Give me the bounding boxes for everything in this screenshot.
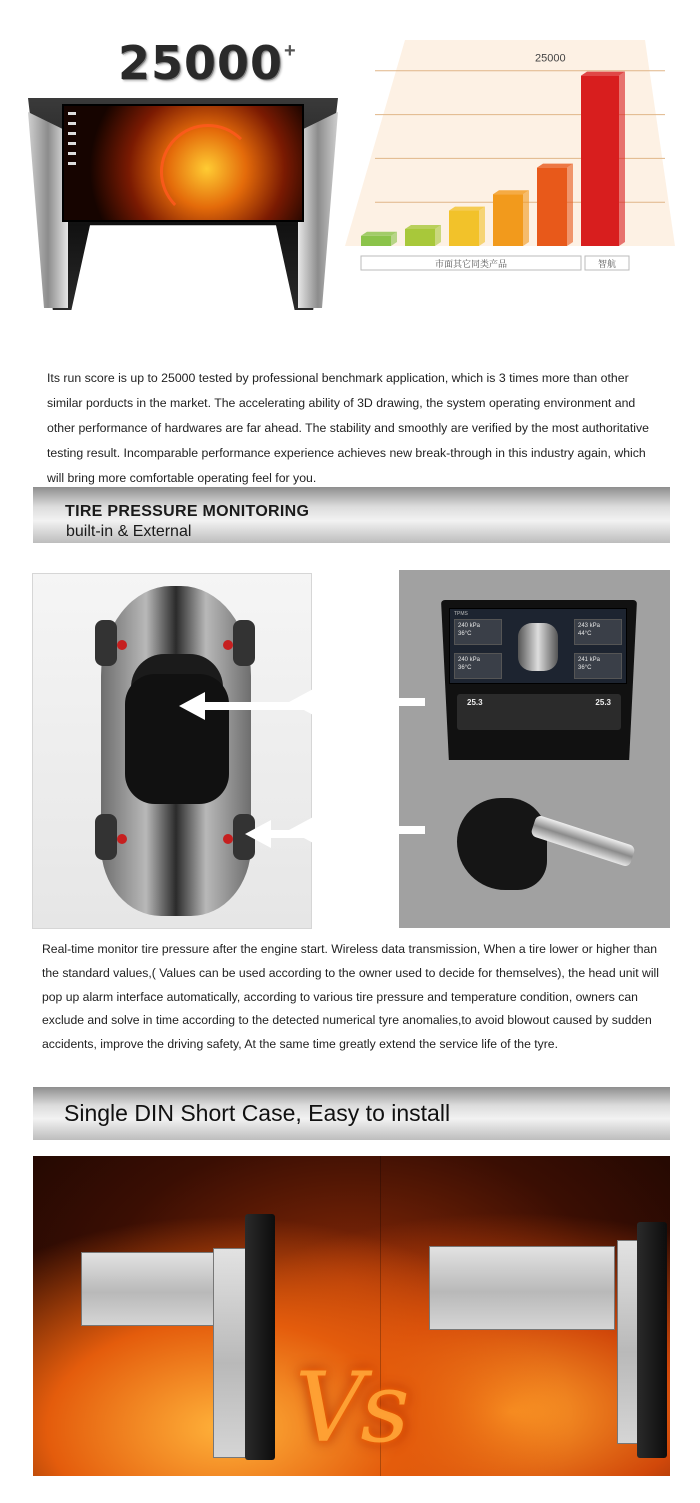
rear-left-wheel	[95, 814, 117, 860]
bar-top	[449, 207, 485, 211]
arrow-left-icon	[313, 826, 425, 834]
bar-side	[523, 190, 529, 246]
tpms-description: Real-time monitor tire pressure after the engine start. Wireless data transmission, When a tire lower or higher than the standard values,( Values can be used according to the owner used to decide for themselves), the head unit will pop up alarm interface automatically, according to various tire pressure and temperature condition, owners can exclude and solve in time according to the detected numerical tyre anomalies,to avoid blowout caused by sudden accidents, improve the driving safety, At the same time greatly extend the service life of the tyre.	[42, 942, 659, 1052]
chart-bar	[405, 229, 435, 246]
tpms-banner-title: TIRE PRESSURE MONITORING	[65, 503, 310, 520]
bar-top	[537, 164, 573, 168]
right-temperature: 25.3	[595, 698, 611, 707]
chart-bar	[581, 76, 619, 246]
screen-swirl-graphic	[160, 124, 256, 220]
chart-bar	[493, 194, 523, 246]
tire-reading-tile	[574, 619, 622, 645]
tire-temperature: 44°C	[578, 631, 592, 637]
chart-bar	[537, 168, 567, 246]
bar-side	[479, 207, 485, 246]
bar-value-label: 25000	[535, 52, 566, 65]
tire-pressure: 240 kPa	[458, 657, 481, 663]
vs-label: Vs	[295, 1352, 406, 1464]
car-top-view-icon	[518, 623, 558, 671]
chart-bar	[449, 211, 479, 246]
bar-side	[567, 164, 573, 246]
din-banner-title: Single DIN Short Case, Easy to install	[64, 1100, 451, 1126]
arrow-left-icon	[313, 698, 425, 706]
sensor-icon	[223, 834, 233, 844]
head-unit-screen	[62, 104, 304, 222]
tpms-banner-subtitle: built-in & External	[66, 523, 192, 540]
hero-section	[0, 0, 700, 340]
tire-pressure: 241 kPa	[578, 657, 601, 663]
left-temperature: 25.3	[467, 698, 483, 707]
tpms-device-photo	[399, 570, 670, 928]
din-banner	[33, 1087, 670, 1140]
short-case-face	[637, 1222, 667, 1458]
chart-bar	[361, 236, 391, 246]
tire-pressure: 240 kPa	[458, 623, 481, 629]
tire-reading-tile	[574, 653, 622, 679]
group-label: 市面其它同类产品	[434, 260, 508, 270]
bar-top	[493, 190, 529, 194]
long-case-face	[245, 1214, 275, 1460]
tire-reading-tile	[454, 653, 502, 679]
benchmark-chart	[345, 40, 675, 280]
bar-top	[581, 72, 625, 76]
tpms-screen-header: TPMS	[454, 611, 468, 617]
score-plus-sign: +	[284, 40, 296, 62]
long-case-chassis	[81, 1252, 231, 1326]
front-right-wheel	[233, 620, 255, 666]
bar-top	[405, 225, 441, 229]
benchmark-description: Its run score is up to 25000 tested by professional benchmark application, which is 3 times more than other similar porducts in the market. The accelerating ability of 3D drawing, the system operating environment and other performance of hardwares are far ahead. The stability and smoothly are verified by the most authoritative testing result. Incomparable performance experience achieves new break-through in this industry again, which will bring more comfortable operating feel for you.	[47, 371, 649, 485]
front-left-wheel	[95, 620, 117, 666]
tpms-sensor-body	[457, 798, 547, 890]
head-unit-right-trim	[298, 112, 338, 308]
car-sensor-diagram	[32, 573, 312, 929]
tpms-banner	[33, 487, 670, 543]
case-comparison-image	[33, 1156, 670, 1476]
bar-top	[361, 232, 397, 236]
tire-temperature: 36°C	[458, 631, 472, 637]
benchmark-chart-svg	[345, 40, 675, 280]
score-logo: 25000	[118, 36, 284, 90]
tire-pressure: 243 kPa	[578, 623, 601, 629]
short-case-chassis	[429, 1246, 615, 1330]
tpms-screen	[449, 608, 627, 684]
climate-control-panel	[457, 694, 621, 730]
sensor-icon	[117, 834, 127, 844]
head-unit-image	[28, 98, 338, 308]
sensor-icon	[117, 640, 127, 650]
tire-temperature: 36°C	[458, 665, 472, 671]
sensor-icon	[223, 640, 233, 650]
side-button-icons	[68, 112, 76, 172]
bar-side	[619, 72, 625, 246]
group-label: 智航	[597, 260, 617, 270]
car-roof	[125, 674, 229, 804]
tire-temperature: 36°C	[578, 665, 592, 671]
tire-reading-tile	[454, 619, 502, 645]
